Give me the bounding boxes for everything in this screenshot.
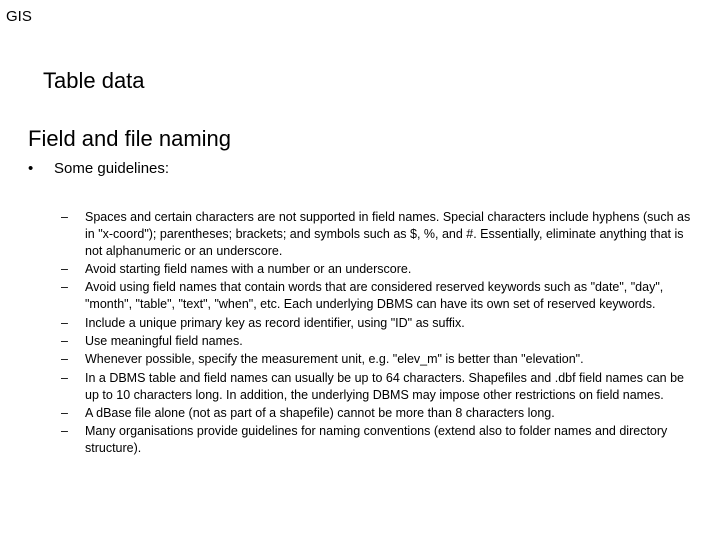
- header-label: GIS: [6, 8, 32, 25]
- list-item-text: Many organisations provide guidelines for naming conventions (extend also to folder names and directory structure).: [85, 424, 668, 456]
- list-item-text: Spaces and certain characters are not supported in field names. Special characters include hyphens (such as in "x-coord"); parentheses; brackets; and symbols such as $, %, and #. Essentially, eliminate anything that is not alphanumeric or an underscore.: [85, 210, 691, 258]
- list-item-text: Avoid using field names that contain words that are considered reserved keywords such as "date", "day", "month", "table", "text", "when", etc. Each underlying DBMS can have its own set of reserved keywords.: [85, 280, 664, 312]
- slide-title: Table data: [43, 68, 145, 93]
- list-item-text: In a DBMS table and field names can usually be up to 64 characters. Shapefiles and .dbf field names can be up to 10 characters long. In addition, the underlying DBMS may impose other restrictions on field names.: [85, 370, 684, 402]
- list-item-text: A dBase file alone (not as part of a shapefile) cannot be more than 8 characters long.: [85, 405, 555, 420]
- list-item: [61, 209, 701, 259]
- bullet-marker: •: [28, 160, 34, 177]
- bullet-point: [28, 160, 169, 177]
- list-item: [61, 279, 701, 313]
- dash-marker: –: [61, 333, 68, 348]
- list-item-text: Whenever possible, specify the measurement unit, e.g. "elev_m" is better than "elevation".: [85, 352, 584, 367]
- dash-marker: –: [61, 424, 68, 439]
- dash-marker: –: [61, 405, 68, 420]
- dash-marker: –: [61, 261, 68, 276]
- list-item-text: Use meaningful field names.: [85, 333, 243, 348]
- list-item: [61, 351, 701, 368]
- guidelines-list: [61, 209, 701, 459]
- section-heading: Field and file naming: [28, 126, 232, 151]
- dash-marker: –: [61, 352, 68, 367]
- list-item: [61, 315, 701, 332]
- dash-marker: –: [61, 280, 68, 295]
- list-item-text: Include a unique primary key as record identifier, using "ID" as suffix.: [85, 315, 465, 330]
- list-item-text: Avoid starting field names with a number or an underscore.: [85, 261, 412, 276]
- list-item: [61, 370, 701, 404]
- list-item: [61, 405, 701, 422]
- bullet-text: Some guidelines:: [54, 160, 170, 177]
- list-item: [61, 261, 701, 278]
- dash-marker: –: [61, 370, 68, 385]
- list-item: [61, 333, 701, 350]
- list-item: [61, 423, 701, 457]
- dash-marker: –: [61, 315, 68, 330]
- dash-marker: –: [61, 210, 68, 224]
